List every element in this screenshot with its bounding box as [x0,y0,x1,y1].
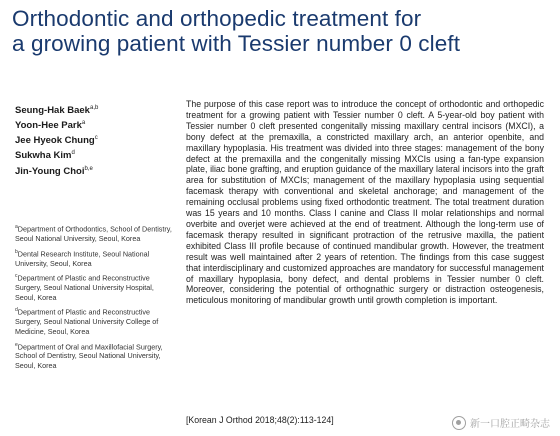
watermark-text: 新一口腔正畸杂志 [470,419,550,430]
wechat-logo-icon [452,416,466,430]
watermark [452,415,550,430]
affiliation: $^b$Dental Research Institute, Seoul National University, Seoul, Korea [15,248,150,268]
author: Jee Hyeok Chung$^c$ [15,135,98,147]
affiliation-list [15,223,175,375]
title-line-1: Orthodontic and orthopedic treatment for [12,6,422,31]
journal-citation: [Korean J Orthod 2018;48(2):113-124] [186,415,334,425]
author: Sukwha Kim$^d$ [15,150,75,162]
title-line-2: a growing patient with Tessier number 0 cleft [12,31,461,56]
abstract-text: The purpose of this case report was to introduce the concept of orthodontic and orthopedic treatment for a growing patient with Tessier number 0 cleft. A 5-year-old boy patient with Tessier number 0 cleft presented congenitally missing maxillary central incisors (MXCI), a bony defect at the premaxilla, a constricted maxillary arch, an anterior openbite, and maxillary hypoplasia. His treatment was divided into three stages: management of the bony defect at the premaxilla and the congenitally missing MXCIs using a fan-type expansion plate, iliac bone grafting, and eruption guidance of the maxillary lateral incisors into the graft area for substitution of MXCIs; management of the maxillary hypoplasia using sequential facemask therapy with conventional and skeletal anchorage; and management of the remaining occlusal problems using fixed orthodontic treatment. The total treatment duration was 15 years and 10 months. Class I canine and Class II molar relationships and normal overbite and overjet were achieved at the end of treatment. Although the long-term use of facemask therapy resulted in significant protraction of the retrusive maxilla, the patient exhibited Class III profile because of continued mandibular growth. However, the treatment result was well maintained after 2 years of retention. The findings from this case suggest that interdisciplinary and customized approaches are mandatory for successful management of maxillary hypoplasia, bony defect, and dental problems in Tessier number 0 cleft. Moreover, considering the potential of orthognathic surgery or distraction osteogenesis, meticulous monitoring of mandibular growth until growth completion is important. [186,99,544,306]
author: Jin-Young Choi$^{b,e}$ [15,165,93,177]
article-title [12,6,552,56]
author: Yoon-Hee Park$^a$ [15,120,86,132]
affiliation: $^d$Department of Plastic and Reconstructive Surgery, Seoul National University College of Medicine, Seoul, Korea [15,307,159,336]
author: Seung-Hak Baek$^{a,b}$ [15,105,99,117]
affiliation: $^a$Department of Orthodontics, School of Dentistry, Seoul National University, Seoul, Korea [15,224,172,243]
author-list [15,102,165,178]
affiliation: $^c$Department of Plastic and Reconstructive Surgery, Seoul National University Hospital, Seoul, Korea [15,273,154,302]
affiliation: $^e$Department of Oral and Maxillofacial Surgery, School of Dentistry, Seoul National University, Seoul, Korea [15,341,163,371]
